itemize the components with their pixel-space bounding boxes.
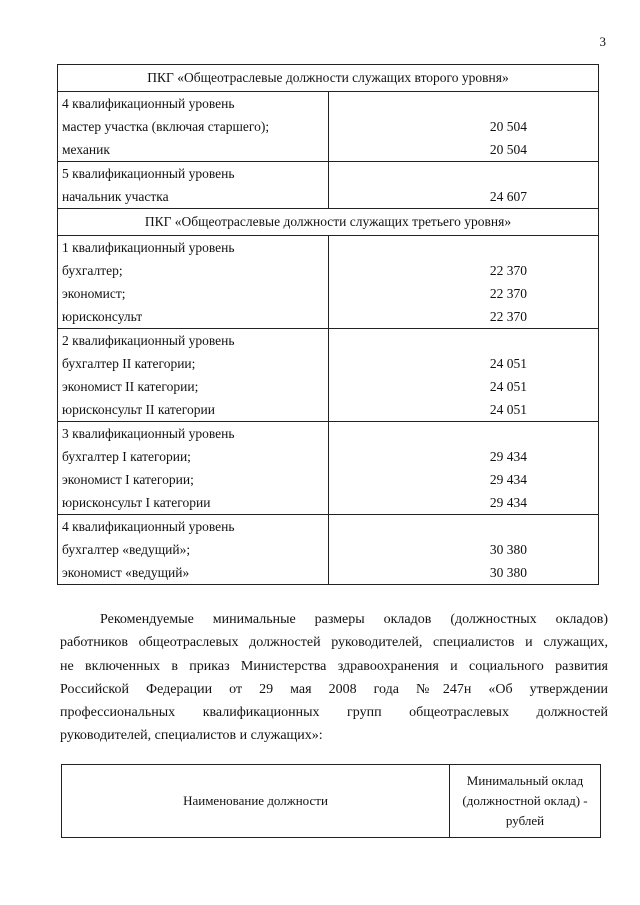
salary-values-cell [328,422,599,515]
paragraph-line: работников общеотраслевых должностей руководителей, специалистов и служащих, [60,635,608,651]
level-names-cell [58,515,329,585]
position-name: начальник участка [62,189,169,204]
position-name: экономист «ведущий» [62,565,190,580]
salary-value: 29 434 [489,495,527,510]
level-title: 5 квалификационный уровень [62,166,235,181]
page-number: 3 [599,34,606,49]
positions-header-table [61,764,601,838]
level-names-cell [58,329,329,422]
salary-value: 24 607 [489,189,527,204]
table-row [58,92,599,162]
salary-value: 24 051 [489,402,527,417]
level-names-cell [58,422,329,515]
table-header-row [58,65,599,92]
table-row [58,236,599,329]
level-title: 3 квалификационный уровень [62,426,235,441]
level-title: 4 квалификационный уровень [62,96,235,111]
position-name: юрисконсульт II категории [62,402,215,417]
position-name: экономист; [62,286,126,301]
salary-value: 30 380 [489,565,527,580]
paragraph-line: не включенных в приказ Министерства здравоохранения и социального развития [60,658,608,674]
salary-values-cell [328,515,599,585]
table-row [58,162,599,209]
body-paragraph [60,608,608,748]
position-name: бухгалтер I категории; [62,449,191,464]
paragraph-line: профессиональных квалификационных групп общеотраслевых должностей [60,705,608,721]
level-names-cell [58,92,329,162]
group-header-third-level: ПКГ «Общеотраслевые должности служащих третьего уровня» [58,209,599,236]
position-name: юрисконсульт [62,309,143,324]
header-line: (должностной оклад) - [462,793,588,808]
position-name: экономист II категории; [62,379,199,394]
paragraph-line: Рекомендуемые минимальные размеры окладов (должностных окладов) [100,612,608,627]
salary-value: 24 051 [489,379,527,394]
position-name: юрисконсульт I категории [62,495,211,510]
level-title: 1 квалификационный уровень [62,240,235,255]
header-line: Минимальный оклад [466,773,584,788]
salary-value: 24 051 [489,356,527,371]
position-name: экономист I категории; [62,472,194,487]
level-title: 2 квалификационный уровень [62,333,235,348]
salary-table [57,64,599,585]
position-name: бухгалтер II категории; [62,356,196,371]
position-name: бухгалтер; [62,263,123,278]
level-title: 4 квалификационный уровень [62,519,235,534]
column-header-min-salary [450,765,601,838]
group-header-second-level: ПКГ «Общеотраслевые должности служащих второго уровня» [58,65,599,92]
salary-values-cell [328,162,599,209]
header-line: рублей [505,813,545,828]
paragraph-line: руководителей, специалистов и служащих»: [60,728,323,744]
salary-value: 29 434 [489,449,527,464]
table-row [58,329,599,422]
position-name: механик [62,142,110,157]
level-names-cell [58,162,329,209]
salary-value: 30 380 [489,542,527,557]
salary-value: 22 370 [489,286,527,301]
table-row [58,422,599,515]
level-names-cell [58,236,329,329]
salary-values-cell [328,329,599,422]
table-row [58,515,599,585]
paragraph-line: Российской Федерации от 29 мая 2008 года №247н «Об утверждении [60,681,608,697]
salary-values-cell [328,92,599,162]
salary-value: 22 370 [489,263,527,278]
salary-value: 22 370 [489,309,527,324]
table-header-row [58,209,599,236]
position-name: бухгалтер «ведущий»; [62,542,191,557]
salary-value: 20 504 [489,142,527,157]
salary-value: 20 504 [489,119,527,134]
position-name: мастер участка (включая старшего); [62,119,270,134]
column-header-position-name: Наименование должности [62,765,450,838]
salary-value: 29 434 [489,472,527,487]
table-header-row [62,765,601,838]
salary-values-cell [328,236,599,329]
